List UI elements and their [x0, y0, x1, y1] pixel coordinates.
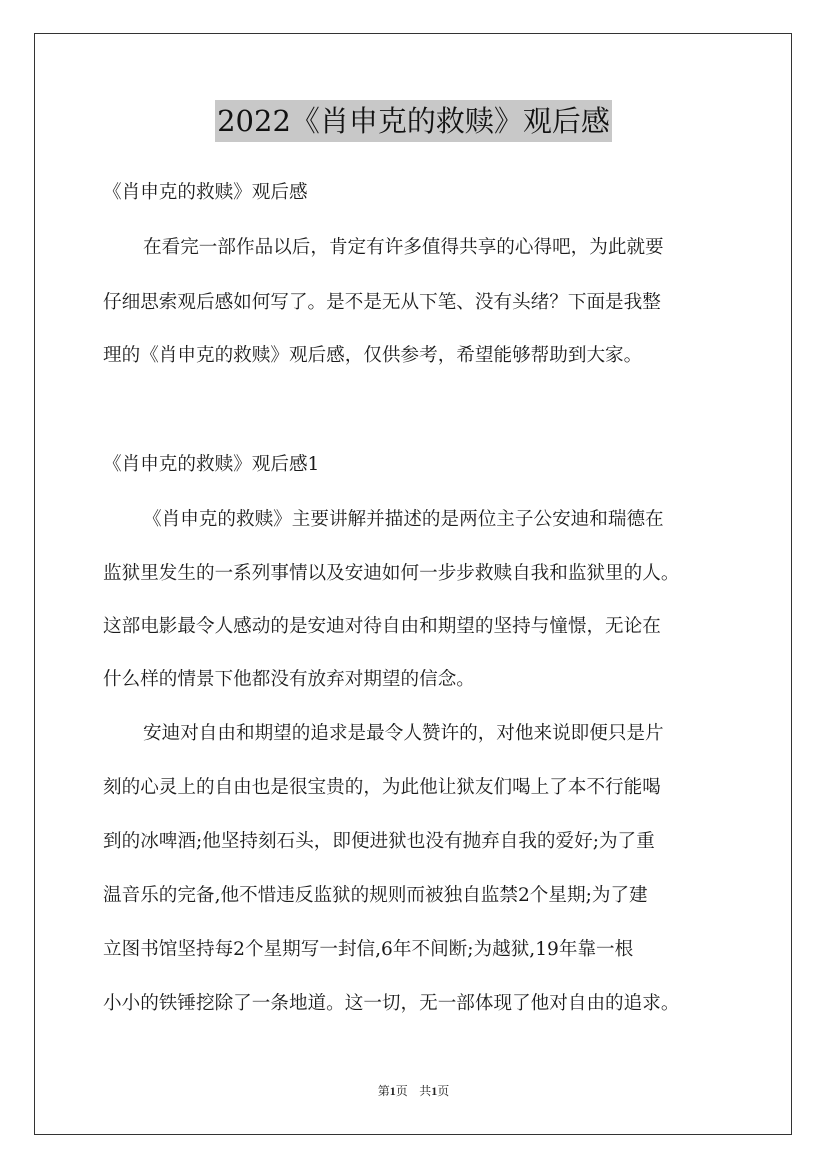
- paragraph1-line-1: 《肖申克的救赎》主要讲解并描述的是两位主子公安迪和瑞德在: [143, 509, 664, 530]
- paragraph1-line-4: 什么样的情景下他都没有放弃对期望的信念。: [103, 669, 475, 690]
- title-container: [0, 100, 827, 142]
- section-heading: 《肖申克的救赎》观后感1: [103, 454, 320, 475]
- paragraph2-line-1: 安迪对自由和期望的追求是最令人赞许的，对他来说即便只是片: [143, 723, 664, 744]
- paragraph1-line-2: 监狱里发生的一系列事情以及安迪如何一步步救赎自我和监狱里的人。: [103, 563, 680, 584]
- footer-page-current: 1: [389, 1084, 396, 1098]
- paragraph2-line-4: 温音乐的完备,他不惜违反监狱的规则而被独自监禁2个星期;为了建: [103, 885, 648, 906]
- footer-page-total: 1: [431, 1084, 438, 1098]
- paragraph2-line-3: 到的冰啤酒;他坚持刻石头，即便进狱也没有抛弃自我的爱好;为了重: [103, 831, 655, 852]
- footer-page-suffix: 页: [437, 1084, 450, 1098]
- intro-line-1: 在看完一部作品以后，肯定有许多值得共享的心得吧，为此就要: [143, 237, 664, 258]
- page-footer: [0, 1083, 827, 1099]
- paragraph2-line-5: 立图书馆坚持每2个星期写一封信,6年不间断;为越狱,19年靠一根: [103, 939, 634, 960]
- document-title: 2022《肖申克的救赎》观后感: [215, 100, 612, 142]
- intro-line-2: 仔细思索观后感如何写了。是不是无从下笔、没有头绪？下面是我整: [103, 292, 661, 313]
- footer-page-mid: 页 共: [395, 1084, 432, 1098]
- paragraph2-line-6: 小小的铁锤挖除了一条地道。这一切，无一部体现了他对自由的追求。: [103, 993, 680, 1014]
- paragraph2-line-2: 刻的心灵上的自由也是很宝贵的，为此他让狱友们喝上了本不行能喝: [103, 777, 661, 798]
- footer-page-prefix: 第: [377, 1084, 390, 1098]
- paragraph1-line-3: 这部电影最令人感动的是安迪对待自由和期望的坚持与憧憬，无论在: [103, 616, 661, 637]
- intro-heading: 《肖申克的救赎》观后感: [103, 182, 308, 203]
- intro-line-3: 理的《肖申克的救赎》观后感，仅供参考，希望能够帮助到大家。: [103, 345, 643, 366]
